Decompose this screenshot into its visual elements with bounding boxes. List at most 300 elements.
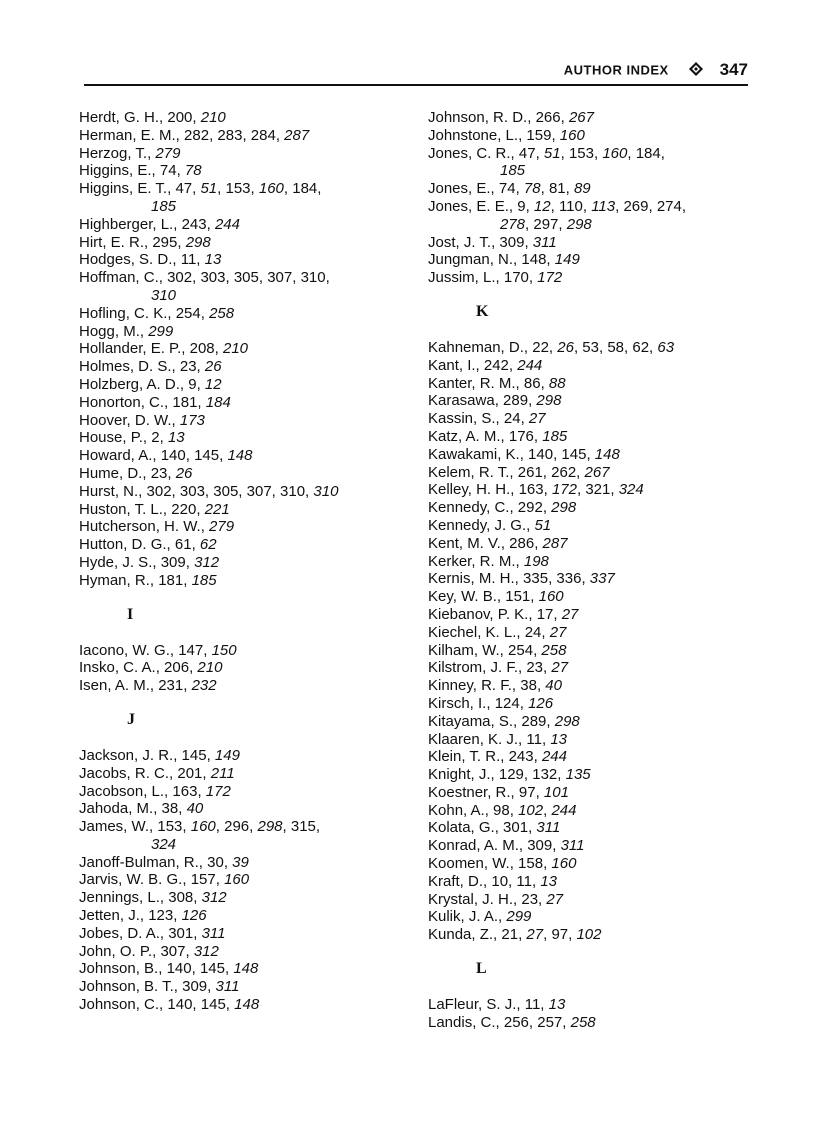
index-entry-continuation: [79, 198, 409, 216]
index-entry: Kennedy, C., 292, 298: [428, 499, 577, 517]
page-ref: 74: [159, 162, 177, 180]
index-entry: Kinney, R. F., 38, 40: [428, 677, 562, 695]
index-entry: Katz, A. M., 176, 185: [428, 427, 568, 445]
index-entry: Herdt, G. H., 200, 210: [79, 109, 226, 126]
index-entry: Klaaren, K. J., 11, 13: [428, 730, 567, 748]
author-name: Jarvis, W. B. G.,: [79, 871, 191, 889]
page-ref: 160: [190, 818, 216, 836]
page-ref: 147: [178, 641, 204, 659]
page-ref: 157: [190, 871, 216, 889]
index-entry: Jobes, D. A., 301, 311: [79, 924, 226, 942]
page-ref: 274: [656, 197, 682, 215]
author-name: Jones, E.,: [428, 180, 499, 198]
page-ref: 279: [155, 144, 181, 162]
page-ref: 208: [189, 340, 215, 358]
index-entry: Holzberg, A. D., 9, 12: [79, 375, 222, 393]
author-name: Kennedy, J. G.,: [428, 516, 535, 534]
index-entry: Hodges, S. D., 11, 13: [79, 251, 222, 269]
page-ref: 336: [556, 570, 582, 588]
page-ref: 296: [224, 818, 250, 836]
page-ref: 303: [179, 482, 205, 500]
index-entry: [79, 518, 409, 536]
index-entry: Johnson, R. D., 266, 267: [428, 109, 594, 126]
page-ref: 299: [148, 322, 174, 340]
index-entry: Koomen, W., 158, 160: [428, 855, 577, 873]
index-entry: Jones, E., 74, 78, 81, 89: [428, 180, 591, 198]
author-name: Klein, T. R.,: [428, 748, 509, 766]
page-ref: 298: [536, 392, 562, 410]
index-entry: James, W., 153, 160, 296, 298, 315,: [79, 818, 321, 836]
page-ref: 258: [209, 304, 235, 322]
page-ref: 51: [200, 180, 218, 198]
page-ref: 172: [551, 481, 577, 499]
index-entry: House, P., 2, 13: [79, 429, 185, 447]
author-name: Kennedy, C.,: [428, 499, 518, 517]
index-entry: Holmes, D. S., 23, 26: [79, 358, 222, 376]
author-name: Herzog, T.,: [79, 144, 156, 162]
page-ref: 63: [657, 338, 675, 356]
header-rule: [84, 84, 748, 86]
page-ref: 140: [166, 960, 192, 978]
page-ref: 12: [204, 375, 222, 393]
author-name: Jungman, N.,: [428, 251, 522, 269]
page-ref: 303: [200, 269, 226, 287]
author-name: Higgins, E. T.,: [79, 180, 176, 198]
page-ref: 221: [204, 500, 230, 518]
page-ref: 287: [284, 126, 310, 144]
index-entry: Hume, D., 23, 26: [79, 464, 193, 482]
page-ref: 153: [157, 818, 183, 836]
page-ref: 160: [258, 180, 284, 198]
page-ref: 311: [536, 819, 561, 837]
author-name: Jones, C. R.,: [428, 144, 519, 162]
page-ref: 62: [632, 338, 650, 356]
page-ref: 321: [585, 481, 611, 499]
index-entry: Hutton, D. G., 61, 62: [79, 536, 217, 554]
page-ref: 311: [560, 837, 585, 855]
index-entry: Kassin, S., 24, 27: [428, 410, 546, 428]
page-ref: 244: [517, 356, 543, 374]
index-entry: Kolata, G., 301, 311: [428, 819, 561, 837]
author-name: Hirt, E. R.,: [79, 233, 153, 251]
page-ref: 307: [267, 269, 293, 287]
page-ref: 13: [204, 251, 222, 269]
page-ref: 149: [554, 251, 580, 269]
page-ref: 279: [209, 518, 235, 536]
page-ref: 295: [152, 233, 178, 251]
page-ref: 305: [213, 482, 239, 500]
page-ref: 309: [499, 233, 525, 251]
page-ref: 97: [518, 783, 536, 801]
author-name: Jahoda, M.,: [79, 800, 162, 818]
author-name: Kawakami, K.,: [428, 445, 529, 463]
page-ref: 206: [164, 659, 190, 677]
page-ref: 47: [518, 144, 536, 162]
author-name: John, O. P.,: [79, 942, 161, 960]
author-name: Knight, J.,: [428, 766, 499, 784]
page-ref: 311: [201, 924, 226, 942]
page-ref: 21: [501, 926, 519, 944]
index-entry: Krystal, J. H., 23, 27: [428, 890, 564, 908]
page-ref: 211: [210, 764, 235, 782]
page-ref: 298: [551, 499, 577, 517]
index-column-left: [79, 109, 409, 1014]
page-ref: 145: [200, 996, 226, 1014]
page-ref: 13: [548, 996, 566, 1014]
author-name: Jacobs, R. C.,: [79, 764, 178, 782]
index-entry-continuation: 278, 297, 298: [500, 215, 592, 233]
author-name: Johnstone, L.,: [428, 126, 527, 144]
page-ref: 184: [635, 144, 661, 162]
page-ref: 27: [546, 890, 564, 908]
page-ref: 324: [618, 481, 644, 499]
page-ref: 210: [223, 340, 249, 358]
index-entry: Higgins, E., 74, 78: [79, 162, 202, 180]
running-header: [0, 60, 748, 80]
index-entry: Knight, J., 129, 132, 135: [428, 766, 591, 784]
author-name: Kahneman, D.,: [428, 338, 533, 356]
page-ref: 210: [200, 109, 226, 126]
page-ref: 198: [523, 552, 549, 570]
page-ref: 140: [528, 445, 554, 463]
author-name: Huston, T. L.,: [79, 500, 172, 518]
index-entry: Jackson, J. R., 145, 149: [79, 746, 240, 764]
page-ref: 312: [193, 942, 219, 960]
index-entry: Kunda, Z., 21, 27, 97, 102: [428, 926, 602, 944]
page-ref: 184: [205, 393, 231, 411]
page-ref: 23: [179, 358, 197, 376]
page-ref: 278: [500, 215, 526, 233]
page-ref: 13: [550, 730, 567, 748]
author-name: Hoffman, C.,: [79, 269, 168, 287]
page-ref: 261: [517, 463, 543, 481]
page-ref: 159: [526, 126, 552, 144]
author-name: Jobes, D. A.,: [79, 924, 169, 942]
index-entry: Hoffman, C., 302, 303, 305, 307, 310,: [79, 269, 330, 287]
page-ref: 24: [503, 410, 521, 428]
page-ref: 287: [542, 534, 568, 552]
page-ref: 26: [204, 358, 222, 376]
page-ref: 148: [594, 445, 620, 463]
page-ref: 220: [171, 500, 197, 518]
page-ref: 140: [167, 996, 193, 1014]
page-ref: 244: [551, 801, 577, 819]
section-letter: J: [127, 710, 135, 728]
page-ref: 160: [602, 144, 628, 162]
author-name: Jacobson, L.,: [79, 782, 173, 800]
page-ref: 30: [207, 853, 224, 871]
page-ref: 51: [534, 516, 552, 534]
page-ref: 299: [506, 908, 532, 926]
index-entry: Kohn, A., 98, 102, 244: [428, 801, 577, 819]
page-ref: 301: [503, 819, 529, 837]
index-column-right: [428, 109, 768, 1032]
index-entry: Klein, T. R., 243, 244: [428, 748, 567, 766]
page-ref: 148: [521, 251, 547, 269]
page-ref: 78: [523, 180, 541, 198]
page-number: 347: [719, 60, 748, 79]
page-ref: 201: [177, 764, 203, 782]
author-name: Krystal, J. H.,: [428, 890, 522, 908]
page-ref: 135: [565, 766, 591, 784]
author-name: Hume, D.,: [79, 464, 151, 482]
author-name: Johnson, C.,: [79, 996, 168, 1014]
page-ref: 102: [576, 926, 602, 944]
index-entry: Huston, T. L., 220, 221: [79, 500, 230, 518]
author-name: Landis, C.,: [428, 1013, 504, 1031]
page-ref: 307: [246, 482, 272, 500]
index-entry-continuation: [79, 287, 409, 305]
index-entry: Kahneman, D., 22, 26, 53, 58, 62, 63: [428, 338, 675, 356]
page-ref: 110: [558, 197, 583, 215]
index-entry: [79, 323, 409, 341]
index-entry: [428, 553, 768, 571]
page-ref: 145: [181, 746, 207, 764]
page-ref: 302: [146, 482, 172, 500]
page-ref: 185: [500, 162, 526, 180]
index-entry: Johnson, B. T., 309, 311: [79, 978, 240, 996]
author-name: Jones, E. E.,: [428, 197, 518, 215]
author-name: Holzberg, A. D.,: [79, 375, 189, 393]
author-name: Kerker, R. M.,: [428, 552, 524, 570]
index-entry: Kilstrom, J. F., 23, 27: [428, 659, 569, 677]
author-name: Hofling, C. K.,: [79, 304, 176, 322]
author-name: Katz, A. M.,: [428, 427, 509, 445]
page-ref: 185: [542, 427, 568, 445]
page-ref: 243: [508, 748, 534, 766]
page-ref: 243: [181, 215, 207, 233]
page-ref: 258: [541, 641, 567, 659]
page-ref: 297: [533, 215, 559, 233]
page-ref: 9: [517, 197, 526, 215]
index-entry: Isen, A. M., 231, 232: [79, 677, 217, 695]
index-entry: Hofling, C. K., 254, 258: [79, 304, 235, 322]
page-ref: 39: [232, 853, 249, 871]
page-ref: 160: [224, 871, 250, 889]
author-name: Howard, A.,: [79, 447, 161, 465]
page-ref: 324: [151, 835, 177, 853]
page-ref: 160: [538, 588, 564, 606]
page-ref: 53: [582, 338, 599, 356]
page-ref: 160: [551, 855, 577, 873]
page-ref: 310: [313, 482, 339, 500]
index-entry: Janoff-Bulman, R., 30, 39: [79, 853, 249, 871]
page-ref: 244: [541, 748, 567, 766]
index-entry: Higgins, E. T., 47, 51, 153, 160, 184,: [79, 180, 322, 198]
page-ref: 335: [523, 570, 549, 588]
page-ref: 311: [532, 233, 557, 251]
page-ref: 302: [167, 269, 193, 287]
page-ref: 284: [250, 126, 276, 144]
index-entry: Kraft, D., 10, 11, 13: [428, 872, 557, 890]
page-ref: 11: [524, 996, 541, 1014]
page-ref: 258: [570, 1013, 596, 1031]
page-ref: 312: [201, 889, 227, 907]
page-ref: 126: [528, 694, 554, 712]
author-name: Kraft, D.,: [428, 872, 492, 890]
page-ref: 282: [184, 126, 210, 144]
page-ref: 153: [568, 144, 594, 162]
index-entry: Kirsch, I., 124, 126: [428, 694, 554, 712]
index-entry: Jahoda, M., 38, 40: [79, 800, 204, 818]
page-ref: 145: [561, 445, 587, 463]
page-ref: 145: [199, 960, 225, 978]
author-name: Jackson, J. R.,: [79, 746, 182, 764]
page-ref: 126: [181, 907, 207, 925]
index-entry: Kernis, M. H., 335, 336, 337: [428, 570, 615, 588]
author-name: Kilstrom, J. F.,: [428, 659, 527, 677]
author-name: Hollander, E. P.,: [79, 340, 190, 358]
page-ref: 307: [160, 942, 186, 960]
author-name: Hoover, D. W.,: [79, 411, 180, 429]
page-ref: 262: [551, 463, 577, 481]
page-ref: 163: [518, 481, 544, 499]
index-entry: Hollander, E. P., 208, 210: [79, 340, 249, 358]
index-entry: Jones, E. E., 9, 12, 110, 113, 269, 274,: [428, 197, 687, 215]
page-ref: 232: [191, 677, 217, 695]
page-ref: 269: [623, 197, 649, 215]
index-entry: LaFleur, S. J., 11, 13: [428, 996, 566, 1014]
page-ref: 310: [280, 482, 306, 500]
index-entry-continuation: [428, 162, 768, 180]
page-ref: 163: [172, 782, 198, 800]
author-name: Kelley, H. H.,: [428, 481, 519, 499]
author-name: Kulik, J. A.,: [428, 908, 507, 926]
index-entry: Hurst, N., 302, 303, 305, 307, 310, 310: [79, 482, 339, 500]
section-letter: K: [476, 302, 489, 320]
page-ref: 172: [205, 782, 231, 800]
author-name: Kitayama, S.,: [428, 712, 522, 730]
page-ref: 145: [194, 447, 220, 465]
index-entry: Jungman, N., 148, 149: [428, 251, 580, 269]
page-ref: 38: [520, 677, 537, 695]
page-ref: 27: [526, 926, 544, 944]
page-ref: 185: [151, 197, 177, 215]
index-entry: Konrad, A. M., 309, 311: [428, 837, 585, 855]
index-entry: Howard, A., 140, 145, 148: [79, 447, 253, 465]
page-ref: 337: [589, 570, 615, 588]
page-ref: 160: [559, 126, 585, 144]
page-ref: 40: [545, 677, 562, 695]
author-name: Kernis, M. H.,: [428, 570, 524, 588]
index-entry: Johnstone, L., 159, 160: [428, 126, 585, 144]
page-ref: 61: [174, 536, 192, 554]
page-ref: 13: [540, 872, 557, 890]
author-name: Kiebanov, P. K.,: [428, 605, 537, 623]
page-ref: 129: [498, 766, 524, 784]
author-name: Koestner, R.,: [428, 783, 519, 801]
page-ref: 315: [290, 818, 316, 836]
diamond-ornament-icon: [689, 62, 703, 79]
author-name: Hutton, D. G.,: [79, 536, 175, 554]
index-entry: Jennings, L., 308, 312: [79, 889, 227, 907]
index-entry: Johnson, C., 140, 145, 148: [79, 996, 260, 1014]
page-ref: 124: [494, 694, 520, 712]
author-name: Jennings, L.,: [79, 889, 169, 907]
page-ref: 286: [509, 534, 535, 552]
author-name: Honorton, C.,: [79, 393, 173, 411]
page-ref: 62: [199, 536, 217, 554]
author-name: Kassin, S.,: [428, 410, 504, 428]
page-ref: 301: [168, 924, 194, 942]
page-ref: 86: [523, 374, 541, 392]
page-ref: 81: [548, 180, 566, 198]
author-name: Kant, I.,: [428, 356, 484, 374]
page-ref: 184: [292, 180, 318, 198]
page-ref: 140: [160, 447, 186, 465]
index-entry: Hirt, E. R., 295, 298: [79, 233, 211, 251]
page-ref: 24: [524, 623, 542, 641]
page-ref: 123: [148, 907, 174, 925]
page-ref: 231: [158, 677, 184, 695]
page-ref: 40: [186, 800, 204, 818]
page-ref: 153: [225, 180, 251, 198]
page-ref: 310: [151, 286, 177, 304]
page-ref: 298: [185, 233, 211, 251]
index-entry: Jussim, L., 170, 172: [428, 269, 563, 287]
page-ref: 9: [188, 375, 197, 393]
author-name: Johnson, B. T.,: [79, 978, 183, 996]
author-name: Highberger, L.,: [79, 215, 182, 233]
page-ref: 309: [182, 978, 208, 996]
page-ref: 210: [197, 659, 223, 677]
page-ref: 102: [518, 801, 544, 819]
page-ref: 266: [535, 109, 561, 126]
index-entry: Jost, J. T., 309, 311: [428, 233, 557, 251]
page-ref: 158: [518, 855, 544, 873]
page-ref: 11: [516, 872, 532, 890]
index-entry: Kanter, R. M., 86, 88: [428, 374, 566, 392]
author-name: Kohn, A.,: [428, 801, 494, 819]
author-name: Insko, C. A.,: [79, 659, 165, 677]
page-ref: 23: [521, 890, 539, 908]
page-ref: 150: [211, 641, 237, 659]
page-ref: 309: [527, 837, 553, 855]
page-ref: 23: [526, 659, 544, 677]
author-name: House, P.,: [79, 429, 152, 447]
index-entry: Jetten, J., 123, 126: [79, 907, 207, 925]
page-ref: 88: [548, 374, 566, 392]
author-name: Jussim, L.,: [428, 269, 504, 287]
page-ref: 181: [158, 571, 184, 589]
author-name: Kunda, Z.,: [428, 926, 502, 944]
section-letter: I: [127, 605, 134, 623]
author-name: LaFleur, S. J.,: [428, 996, 525, 1014]
page-ref: 22: [532, 338, 549, 356]
index-entry: Key, W. B., 151, 160: [428, 588, 564, 606]
author-name: Hurst, N.,: [79, 482, 147, 500]
page-ref: 10: [491, 872, 509, 890]
index-entry: Hyde, J. S., 309, 312: [79, 553, 220, 571]
author-name: Koomen, W.,: [428, 855, 519, 873]
index-entry: Jacobs, R. C., 201, 211: [79, 764, 235, 782]
index-entry: [428, 517, 768, 535]
page-ref: 78: [184, 162, 202, 180]
page-ref: 267: [584, 463, 610, 481]
page-ref: 185: [191, 571, 217, 589]
index-entry: Kant, I., 242, 244: [428, 356, 543, 374]
page-ref: 305: [233, 269, 259, 287]
page-ref: 11: [526, 730, 542, 748]
page-ref: 254: [175, 304, 201, 322]
page-ref: 11: [180, 251, 197, 269]
page-ref: 242: [483, 356, 509, 374]
page-ref: 38: [161, 800, 179, 818]
index-entry: Karasawa, 289, 298: [428, 392, 562, 410]
index-entry: Kiebanov, P. K., 17, 27: [428, 605, 579, 623]
index-entry: Kilham, W., 254, 258: [428, 641, 567, 659]
page-ref: 27: [561, 605, 579, 623]
